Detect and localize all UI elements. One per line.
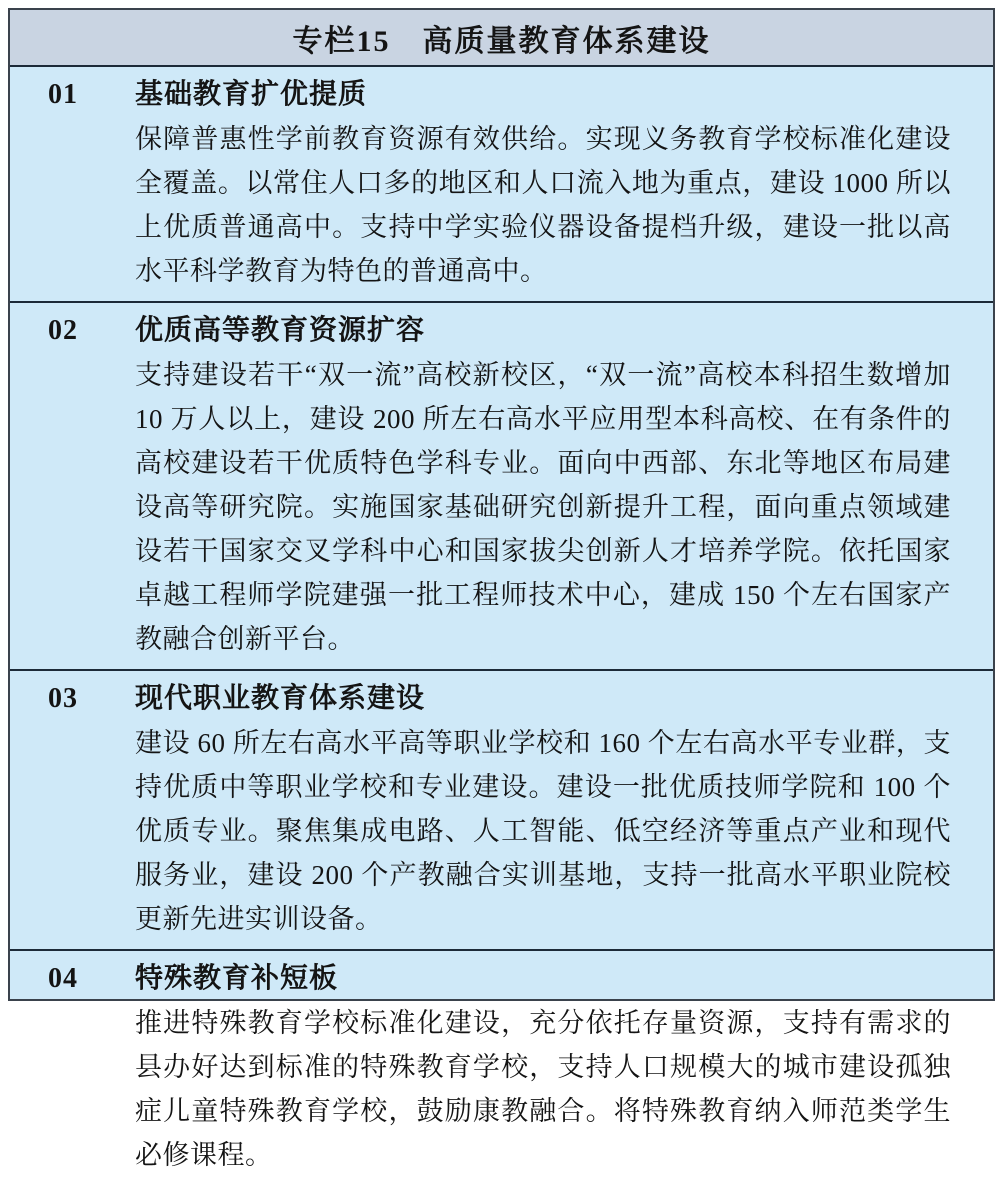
sections-container bbox=[10, 67, 993, 1185]
section-number: 01 bbox=[48, 79, 78, 110]
section-03-heading bbox=[48, 677, 951, 721]
section-02 bbox=[10, 301, 993, 669]
section-04 bbox=[10, 949, 993, 1185]
policy-box-column-15 bbox=[8, 8, 995, 1170]
section-body: 保障普惠性学前教育资源有效供给。实现义务教育学校标准化建设全覆盖。以常住人口多的地区和人口流入地为重点，建设 1000 所以上优质普通高中。支持中学实验仪器设备提档升级，建设一批以高水平科学教育为特色的普通高中。 bbox=[135, 124, 951, 286]
section-02-heading bbox=[48, 309, 951, 353]
section-number: 03 bbox=[48, 683, 78, 714]
section-title: 现代职业教育体系建设 bbox=[135, 683, 426, 714]
panel-header bbox=[10, 10, 993, 67]
section-body: 推进特殊教育学校标准化建设，充分依托存量资源，支持有需求的县办好达到标准的特殊教育学校，支持人口规模大的城市建设孤独症儿童特殊教育学校，鼓励康教融合。将特殊教育纳入师范类学生必修课程。 bbox=[135, 1008, 951, 1170]
section-title: 优质高等教育资源扩容 bbox=[135, 315, 426, 346]
section-body: 支持建设若干“双一流”高校新校区，“双一流”高校本科招生数增加 10 万人以上，建设 200 所左右高水平应用型本科高校、在有条件的高校建设若干优质特色学科专业。面向中西部、东北等地区布局建设高等研究院。实施国家基础研究创新提升工程，面向重点领域建设若干国家交叉学科中心和国家拔尖创新人才培养学院。依托国家卓越工程师学院建强一批工程师技术中心，建成 150 个左右国家产教融合创新平台。 bbox=[135, 360, 951, 654]
section-title: 特殊教育补短板 bbox=[135, 963, 339, 994]
section-body: 建设 60 所左右高水平高等职业学校和 160 个左右高水平专业群，支持优质中等职业学校和专业建设。建设一批优质技师学院和 100 个优质专业。聚焦集成电路、人工智能、低空经济等重点产业和现代服务业，建设 200 个产教融合实训基地，支持一批高水平职业院校更新先进实训设备。 bbox=[135, 728, 951, 934]
section-04-heading bbox=[48, 957, 951, 1001]
panel-title: 专栏15 高质量教育体系建设 bbox=[292, 24, 711, 58]
section-03 bbox=[10, 669, 993, 949]
section-01-heading bbox=[48, 73, 951, 117]
section-01 bbox=[10, 67, 993, 301]
section-number: 02 bbox=[48, 315, 78, 346]
section-number: 04 bbox=[48, 963, 78, 994]
section-title: 基础教育扩优提质 bbox=[135, 79, 368, 110]
